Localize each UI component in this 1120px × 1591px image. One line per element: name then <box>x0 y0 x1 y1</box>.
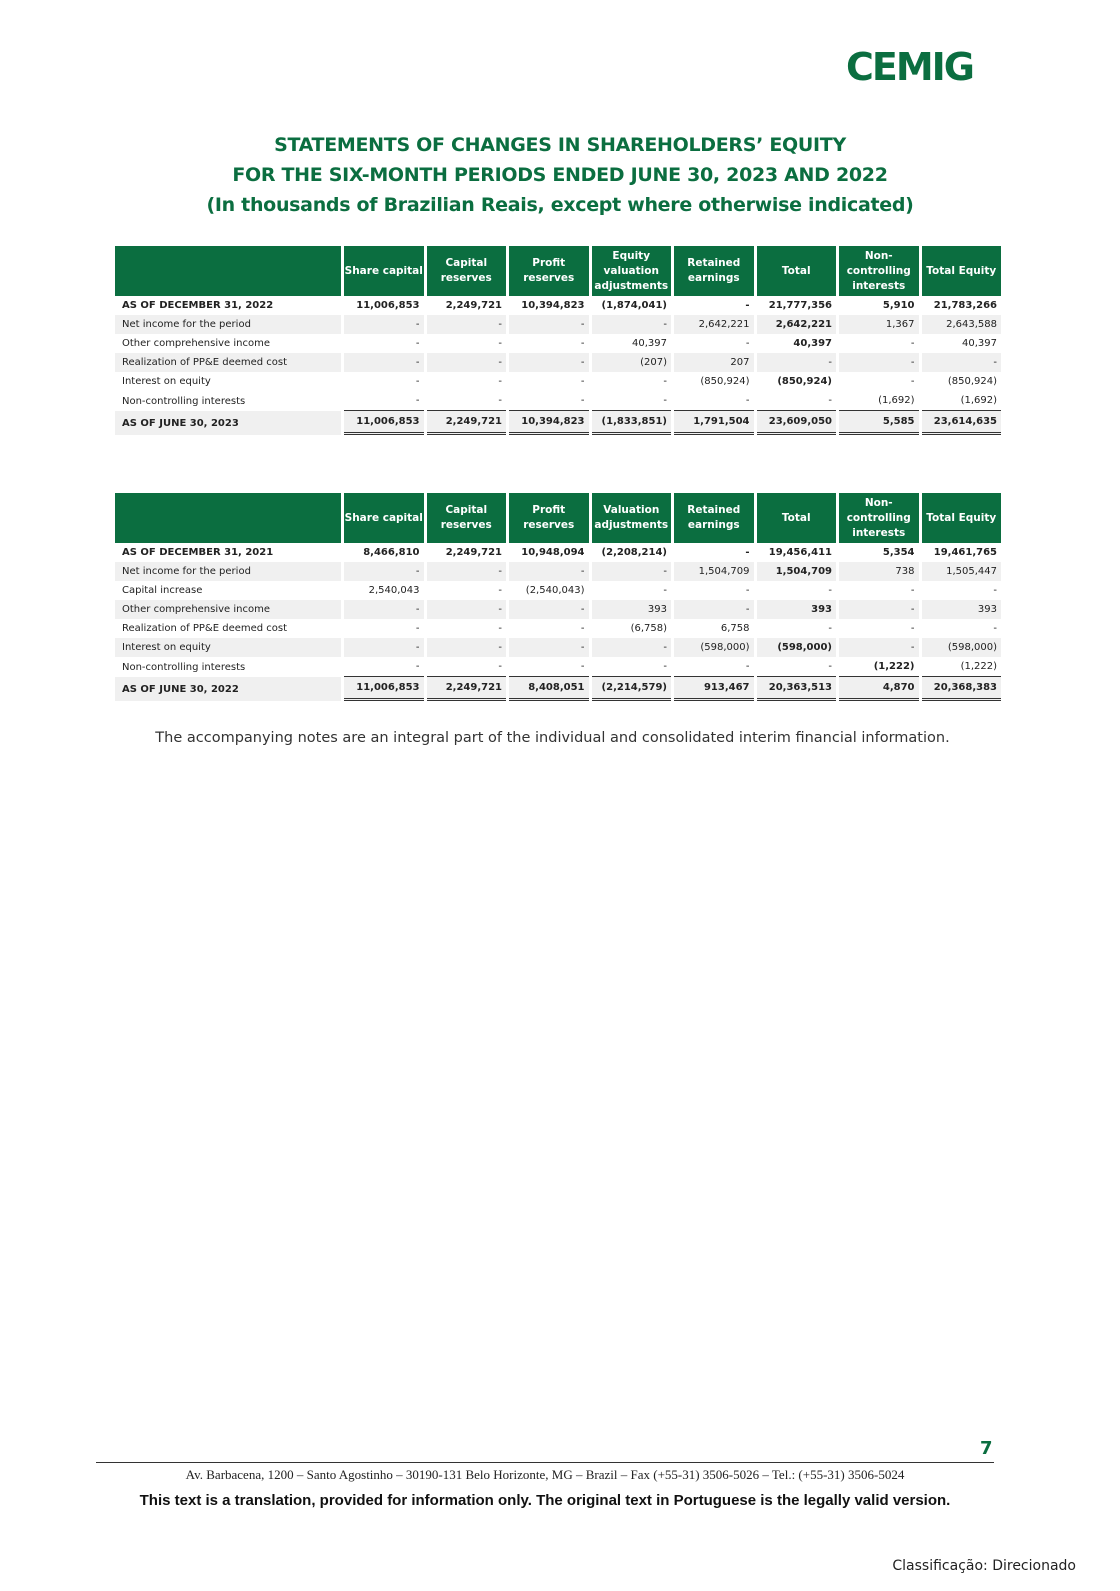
row-label: Other comprehensive income <box>122 338 271 349</box>
table-row <box>115 391 1001 411</box>
header-blank <box>115 493 341 543</box>
cell: (1,692) <box>922 391 1002 411</box>
cell: 40,397 <box>793 338 832 349</box>
col-header: Equity valuation adjustments <box>592 246 672 296</box>
cell: - <box>427 315 507 334</box>
cell: - <box>910 338 915 349</box>
cell: - <box>344 353 424 372</box>
cell: (850,924) <box>700 376 750 387</box>
table-row <box>115 543 1001 562</box>
cell: - <box>839 353 919 372</box>
cell: 6,758 <box>720 623 750 634</box>
cell: 21,783,266 <box>933 300 997 311</box>
cell: - <box>828 585 832 596</box>
row-label: Non-controlling interests <box>122 395 246 407</box>
cell: 20,363,513 <box>757 677 837 701</box>
cell: 2,249,721 <box>445 300 502 311</box>
cell: 10,948,094 <box>521 547 585 558</box>
cell: - <box>344 657 424 677</box>
cell: 393 <box>922 600 1002 619</box>
cell: - <box>509 562 589 581</box>
cell: - <box>592 391 672 411</box>
header-blank <box>115 246 341 296</box>
col-header: Retained earnings <box>674 246 754 296</box>
svg-text:CEMIG: CEMIG <box>846 46 973 86</box>
cell: - <box>509 638 589 657</box>
row-label: Net income for the period <box>115 315 341 334</box>
table-row <box>115 296 1001 315</box>
cell: 10,394,823 <box>521 300 585 311</box>
cell: 2,249,721 <box>427 411 507 435</box>
cell: 1,504,709 <box>674 562 754 581</box>
cell: (850,924) <box>777 376 832 387</box>
cell: 23,614,635 <box>922 411 1002 435</box>
table-row-total <box>115 677 1001 701</box>
col-header: Share capital <box>344 246 424 296</box>
cell: - <box>509 353 589 372</box>
cell: - <box>509 600 589 619</box>
cell: - <box>674 391 754 411</box>
cell: - <box>344 600 424 619</box>
row-label: AS OF DECEMBER 31, 2022 <box>122 300 274 311</box>
row-label: Capital increase <box>122 585 203 596</box>
col-header: Total <box>757 493 837 543</box>
cell: (2,540,043) <box>525 585 585 596</box>
cell: 1,504,709 <box>757 562 837 581</box>
cell: 19,456,411 <box>768 547 832 558</box>
col-header: Non-controlling interests <box>839 246 919 296</box>
cell: 5,585 <box>839 411 919 435</box>
cell: - <box>663 585 667 596</box>
cell: 40,397 <box>962 338 997 349</box>
row-label: AS OF DECEMBER 31, 2021 <box>122 547 274 558</box>
table-row <box>115 334 1001 353</box>
cell: 1,367 <box>839 315 919 334</box>
cell: 5,910 <box>882 300 915 311</box>
cell: - <box>592 562 672 581</box>
cell: - <box>674 600 754 619</box>
cell: (598,000) <box>757 638 837 657</box>
row-label: Realization of PP&E deemed cost <box>115 353 341 372</box>
equity-table-2023 <box>112 246 1004 435</box>
cell: (1,222) <box>922 657 1002 677</box>
cell: 2,642,221 <box>757 315 837 334</box>
title-line-3: (In thousands of Brazilian Reais, except where otherwise indicated) <box>206 194 914 216</box>
footer-divider <box>96 1462 994 1463</box>
translation-disclaimer: This text is a translation, provided for information only. The original text in Portuguese is the legally valid version. <box>139 1492 951 1509</box>
table-row <box>115 372 1001 391</box>
cell: 393 <box>757 600 837 619</box>
cell: - <box>509 391 589 411</box>
cell: - <box>592 315 672 334</box>
cell: - <box>427 391 507 411</box>
cell: - <box>580 623 585 634</box>
cell: 738 <box>839 562 919 581</box>
col-header: Capital reserves <box>427 493 507 543</box>
cell: - <box>674 657 754 677</box>
table-row <box>115 353 1001 372</box>
row-label: Realization of PP&E deemed cost <box>122 623 288 634</box>
title-line-1: STATEMENTS OF CHANGES IN SHAREHOLDERS’ EQUITY <box>274 134 846 156</box>
cell: 2,249,721 <box>427 677 507 701</box>
cell: 23,609,050 <box>757 411 837 435</box>
cell: (598,000) <box>674 638 754 657</box>
table-row <box>115 619 1001 638</box>
cell: 11,006,853 <box>344 677 424 701</box>
page-number: 7 <box>980 1438 993 1459</box>
title-line-2: FOR THE SIX-MONTH PERIODS ENDED JUNE 30, 2023 AND 2022 <box>232 164 888 186</box>
row-label: Non-controlling interests <box>122 661 246 673</box>
cell: - <box>910 585 915 596</box>
cell: - <box>344 391 424 411</box>
cell: - <box>745 338 750 349</box>
cell: 8,408,051 <box>509 677 589 701</box>
table-row <box>115 600 1001 619</box>
row-label: Other comprehensive income <box>115 600 341 619</box>
table-row <box>115 638 1001 657</box>
cell: 2,540,043 <box>368 585 420 596</box>
cell: - <box>498 338 502 349</box>
cell: - <box>828 623 832 634</box>
cell: - <box>509 315 589 334</box>
accompanying-notes: The accompanying notes are an integral part of the individual and consolidated interim financial information. <box>155 730 950 746</box>
col-header: Total <box>757 246 837 296</box>
cell: - <box>910 623 915 634</box>
cell: (1,874,041) <box>601 300 667 311</box>
cell: 1,505,447 <box>922 562 1002 581</box>
cell: (850,924) <box>947 376 997 387</box>
row-label: Interest on equity <box>115 638 341 657</box>
cell: (1,692) <box>839 391 919 411</box>
col-header: Profit reserves <box>509 493 589 543</box>
cell: 393 <box>592 600 672 619</box>
cell: - <box>427 562 507 581</box>
statement-title <box>0 130 1120 220</box>
cell: - <box>344 562 424 581</box>
cell: - <box>344 638 424 657</box>
cell: - <box>498 376 502 387</box>
cell: (2,214,579) <box>592 677 672 701</box>
cell: - <box>592 638 672 657</box>
cell: 11,006,853 <box>356 300 420 311</box>
cell: 2,643,588 <box>922 315 1002 334</box>
cell: (207) <box>592 353 672 372</box>
table-row <box>115 581 1001 600</box>
cell: - <box>498 585 502 596</box>
cemig-logo <box>846 46 996 86</box>
cell: - <box>663 376 667 387</box>
classification-label: Classificação: Direcionado <box>892 1558 1076 1574</box>
cell: - <box>344 315 424 334</box>
table-row <box>115 657 1001 677</box>
cell: - <box>415 376 420 387</box>
cell: - <box>993 623 997 634</box>
cell: - <box>427 638 507 657</box>
cell: - <box>427 353 507 372</box>
cell: - <box>839 600 919 619</box>
col-header: Retained earnings <box>674 493 754 543</box>
footer-address: Av. Barbacena, 1200 – Santo Agostinho – 30190-131 Belo Horizonte, MG – Brazil – Fax (+55-31) 3506-5026 – Tel.: (+55-31) 3506-5024 <box>185 1467 905 1482</box>
table-row <box>115 315 1001 334</box>
cell: - <box>757 353 837 372</box>
row-label: AS OF JUNE 30, 2022 <box>115 677 341 701</box>
cell: (598,000) <box>922 638 1002 657</box>
col-header: Share capital <box>344 493 424 543</box>
cell: - <box>580 338 585 349</box>
cell: (2,208,214) <box>601 547 667 558</box>
cell: 207 <box>674 353 754 372</box>
cell: - <box>592 657 672 677</box>
cell: (6,758) <box>630 623 667 634</box>
row-label: AS OF JUNE 30, 2023 <box>115 411 341 435</box>
cell: - <box>509 657 589 677</box>
cell: - <box>415 338 420 349</box>
cell: 40,397 <box>632 338 667 349</box>
col-header: Non-controlling interests <box>839 493 919 543</box>
col-header: Total Equity <box>922 246 1002 296</box>
cell: 2,642,221 <box>674 315 754 334</box>
cell: - <box>427 657 507 677</box>
cell: 2,249,721 <box>445 547 502 558</box>
cell: - <box>580 376 585 387</box>
equity-table-2022 <box>112 493 1004 701</box>
cell: - <box>745 547 750 558</box>
row-label: Net income for the period <box>115 562 341 581</box>
cell: 8,466,810 <box>363 547 420 558</box>
cell: 913,467 <box>674 677 754 701</box>
col-header: Profit reserves <box>509 246 589 296</box>
cell: - <box>745 300 750 311</box>
cell: 5,354 <box>882 547 915 558</box>
cell: - <box>993 585 997 596</box>
cell: 1,791,504 <box>674 411 754 435</box>
cell: - <box>757 391 837 411</box>
cell: - <box>910 376 915 387</box>
row-label: Interest on equity <box>122 376 211 387</box>
cell: - <box>498 623 502 634</box>
cell: 21,777,356 <box>768 300 832 311</box>
cell: (1,222) <box>839 657 919 677</box>
col-header: Capital reserves <box>427 246 507 296</box>
cell: 4,870 <box>839 677 919 701</box>
cell: (1,833,851) <box>592 411 672 435</box>
cell: - <box>757 657 837 677</box>
cell: - <box>427 600 507 619</box>
cell: - <box>922 353 1002 372</box>
table-row-total <box>115 411 1001 435</box>
col-header: Total Equity <box>922 493 1002 543</box>
cell: - <box>839 638 919 657</box>
cell: 19,461,765 <box>933 547 997 558</box>
cell: 20,368,383 <box>922 677 1002 701</box>
table-row <box>115 562 1001 581</box>
cell: 11,006,853 <box>344 411 424 435</box>
cell: - <box>415 623 420 634</box>
cell: - <box>745 585 750 596</box>
cell: 10,394,823 <box>509 411 589 435</box>
col-header: Valuation adjustments <box>592 493 672 543</box>
